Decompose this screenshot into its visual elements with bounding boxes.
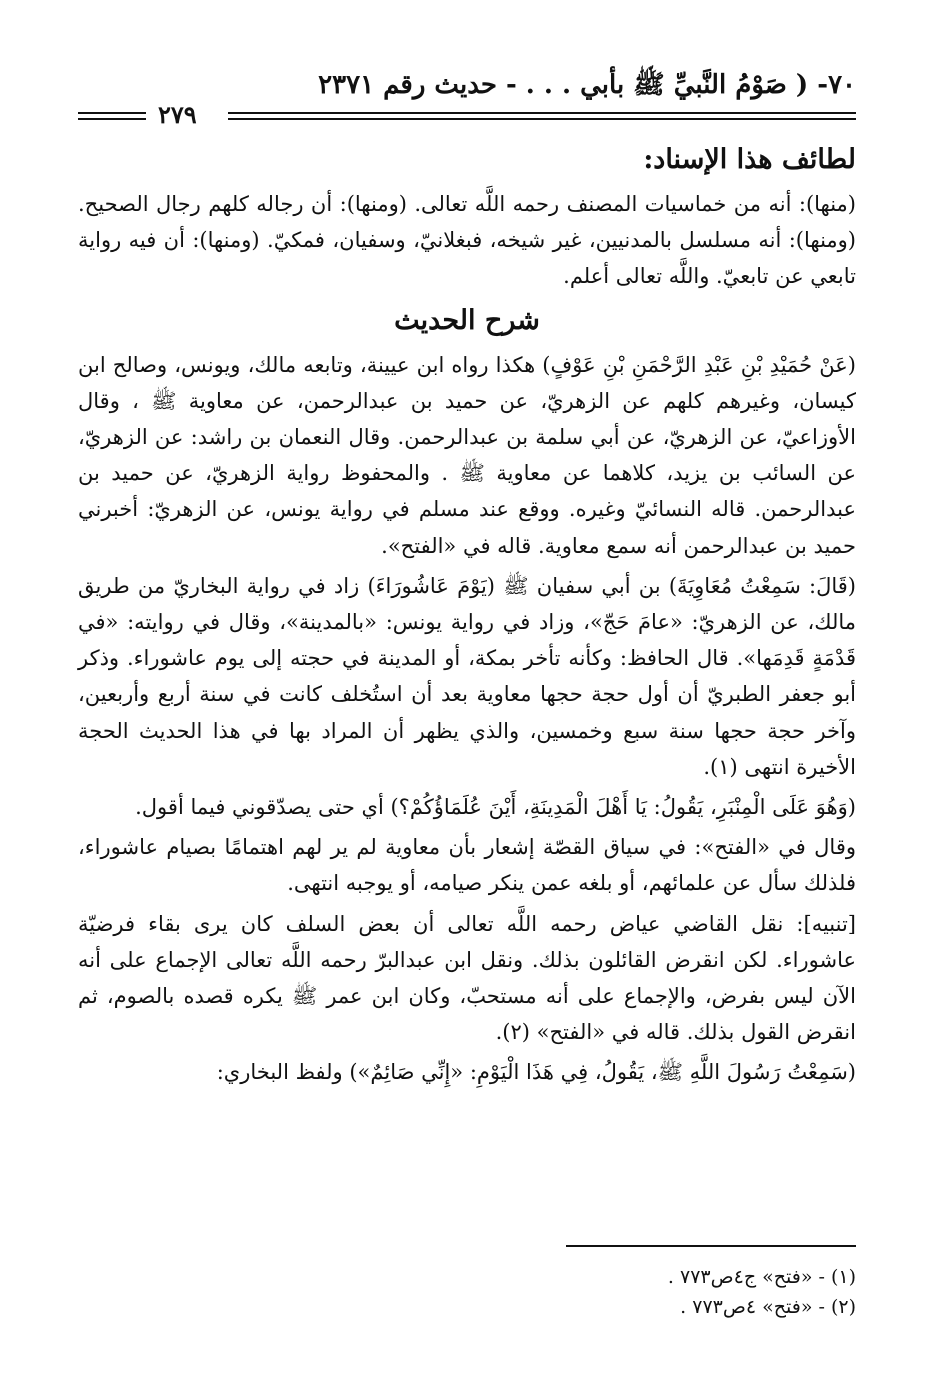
sharh-paragraph-1: (عَنْ حُمَيْدِ بْنِ عَبْدِ الرَّحْمَنِ بْنِ عَوْفٍ) هكذا رواه ابن عيينة، وتابعه مالك، ويونس، وصالح ابن كيسان، وغيرهم كلهم عن الزهريّ، عن حميد بن عبدالرحمن، عن معاوية ﷺ ، وقال الأوزاعيّ، عن الزهريّ، عن أبي سلمة بن عبدالرحمن. وقال النعمان بن راشد: عن الزهريّ، عن السائب بن يزيد، كلاهما عن معاوية ﷺ . والمحفوظ رواية الزهريّ، عن حميد بن عبدالرحمن. قاله النسائيّ وغيره. ووقع عند مسلم في رواية يونس، عن الزهريّ: أخبرني حميد بن عبدالرحمن أنه سمع معاوية. قاله في «الفتح». [78, 352, 856, 558]
page-number: ٢٧٩ [158, 100, 197, 129]
sharh-paragraph-4: وقال في «الفتح»: في سياق القصّة إشعار بأن معاوية لم ير لهم اهتمامًا بصيام عاشوراء، فلذلك سأل عن علمائهم، أو بلغه عمن ينكر صيامه، أو يوجبه انتهى. [78, 835, 856, 896]
tanbih-paragraph: [تنبيه]: نقل القاضي عياض رحمه اللَّه تعالى أن بعض السلف كان يرى بقاء فرضيّة عاشوراء. لكن انقرض القائلون بذلك. ونقل ابن عبدالبرّ رحمه اللَّه تعالى الإجماع على أنه الآن ليس بفرض، والإجماع على أنه مستحبّ، وكان ابن عمر ﷺ يكره قصده بالصوم، ثم انقرض القول بذلك. قاله في «الفتح» (٢). [78, 911, 856, 1045]
lataif-heading: لطائف هذا الإسناد: [643, 144, 856, 175]
footnotes [78, 1262, 856, 1322]
lataif-paragraph: (منها): أنه من خماسيات المصنف رحمه اللَّه تعالى. (ومنها): أن رجاله كلهم رجال الصحيح. (ومنها): أنه مسلسل بالمدنيين، غير شيخه، فبغلانيّ، وسفيان، فمكيّ. (ومنها): أن فيه رواية تابعي عن تابعيّ. واللَّه تعالى أعلم. [78, 192, 856, 289]
chapter-title: ٧٠- ( صَوْمُ النَّبيِّ ﷺ بأبي . . . - حديث رقم ٢٣٧١ [318, 70, 856, 100]
page-header [78, 62, 856, 129]
sharh-paragraph-6: (سَمِعْتُ رَسُولَ اللَّهِ ﷺ، يَقُولُ، فِي هَذَا الْيَوْمِ: «إِنِّي صَائِمٌ») ولفظ البخاري: [216, 1060, 856, 1085]
sharh-heading: شرح الحديث [394, 304, 540, 336]
header-rule-right [228, 112, 856, 120]
header-rule-left [78, 112, 146, 120]
sharh-paragraph-3: (وَهُوَ عَلَى الْمِنْبَرِ، يَقُولُ: يَا أَهْلَ الْمَدِينَةِ، أَيْنَ عُلَمَاؤُكُمْ؟) أي حتى يصدّقوني فيما أقول. [135, 795, 856, 820]
footnote-1: (١) - «فتح» ج٤ص٧٧٣ . [667, 1266, 856, 1288]
sharh-paragraph-2: (قَالَ: سَمِعْتُ مُعَاوِيَةَ) بن أبي سفيان ﷺ (يَوْمَ عَاشُورَاءَ) زاد في رواية البخاريّ من طريق مالك، عن الزهريّ: «عامَ حَجّ»، وزاد في رواية يونس: «بالمدينة»، وقال في روايته: «في قَدْمَةٍ قَدِمَها». قال الحافظ: وكأنه تأخر بمكة، أو المدينة في حجته إلى يوم عاشوراء. وذكر أبو جعفر الطبريّ أن أول حجة حجها معاوية بعد أن استُخلف كانت في سنة أربع وأربعين، وآخر حجة حجها سنة سبع وخمسين، والذي يظهر أن المراد بها في هذا الحديث الحجة الأخيرة انتهى (١). [78, 573, 856, 779]
footnote-2: (٢) - «فتح» ٤ص٧٧٣ . [680, 1296, 856, 1318]
page-content [78, 140, 856, 1091]
footnote-divider [566, 1245, 856, 1247]
